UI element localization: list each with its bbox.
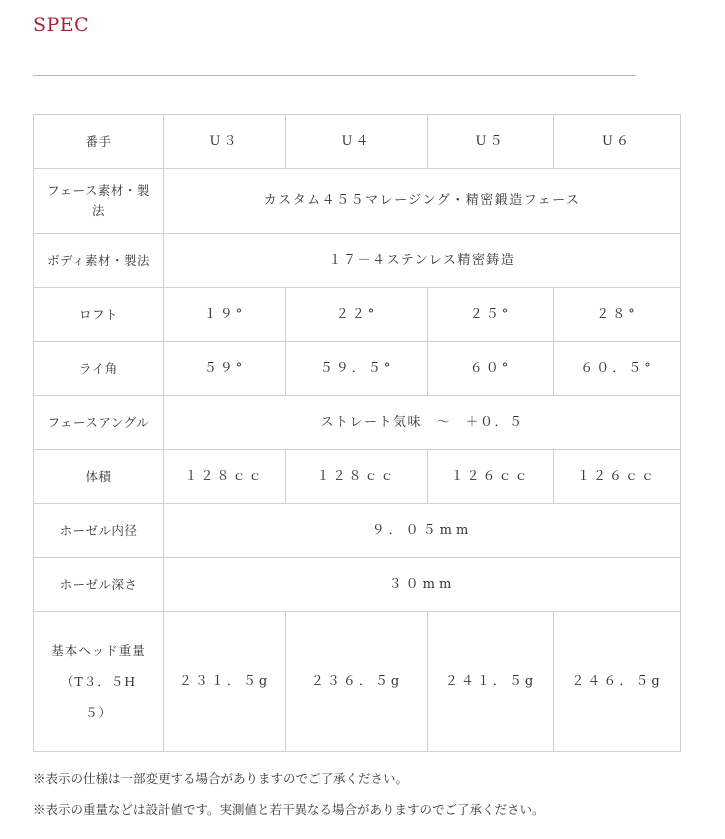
header-col: U４ (286, 115, 428, 169)
row-label: ライ角 (34, 342, 164, 396)
row-label: フェースアングル (34, 396, 164, 450)
row-label: フェース素材・製法 (34, 169, 164, 234)
cell-value: １２６ｃｃ (428, 450, 554, 504)
cell-value: １２８ｃｃ (164, 450, 286, 504)
cell-value: ２４１．５g (428, 612, 554, 752)
table-row-hosel-depth (34, 558, 681, 612)
row-label: 体積 (34, 450, 164, 504)
header-col: U５ (428, 115, 554, 169)
spec-table (33, 114, 681, 752)
spec-title: SPEC (33, 14, 90, 36)
row-value: １７－４ステンレス精密鋳造 (164, 234, 681, 288)
footnote: ※表示の仕様は一部変更する場合がありますのでご了承ください。 (33, 771, 409, 786)
cell-value: １２６ｃｃ (554, 450, 681, 504)
table-row-loft (34, 288, 681, 342)
row-value: ストレート気味 ～ ＋０．５ (164, 396, 681, 450)
row-label-line: （T３．５H (60, 674, 137, 689)
header-label: 番手 (34, 115, 164, 169)
cell-value: ２５° (428, 288, 554, 342)
table-row-head-weight (34, 612, 681, 752)
table-row-face-angle (34, 396, 681, 450)
table-row-body-material (34, 234, 681, 288)
row-value: ９．０５mm (164, 504, 681, 558)
table-row-lie (34, 342, 681, 396)
cell-value: １９° (164, 288, 286, 342)
cell-value: ６０．５° (554, 342, 681, 396)
cell-value: ２４６．５g (554, 612, 681, 752)
header-col: U３ (164, 115, 286, 169)
row-label-line: 基本ヘッド重量 (51, 643, 146, 658)
table-row-volume (34, 450, 681, 504)
row-label: ホーゼル深さ (34, 558, 164, 612)
row-label: ホーゼル内径 (34, 504, 164, 558)
cell-value: ２２° (286, 288, 428, 342)
footnotes (33, 770, 545, 832)
cell-value: ６０° (428, 342, 554, 396)
row-label: ロフト (34, 288, 164, 342)
cell-value: １２８ｃｃ (286, 450, 428, 504)
table-row-face-material (34, 169, 681, 234)
table-row-hosel-diameter (34, 504, 681, 558)
cell-value: ５９．５° (286, 342, 428, 396)
cell-value: ２３６．５g (286, 612, 428, 752)
row-value: ３０mm (164, 558, 681, 612)
cell-value: ５９° (164, 342, 286, 396)
row-value: カスタム４５５マレージング・精密鍛造フェース (164, 169, 681, 234)
footnote: ※表示の重量などは設計値です。実測値と若干異なる場合がありますのでご了承ください。 (33, 802, 545, 817)
header-col: U６ (554, 115, 681, 169)
title-divider (33, 75, 636, 76)
cell-value: ２８° (554, 288, 681, 342)
row-label-line: ５） (84, 705, 112, 720)
row-label: ボディ素材・製法 (34, 234, 164, 288)
cell-value: ２３１．５g (164, 612, 286, 752)
table-row-number (34, 115, 681, 169)
row-label (34, 612, 164, 752)
